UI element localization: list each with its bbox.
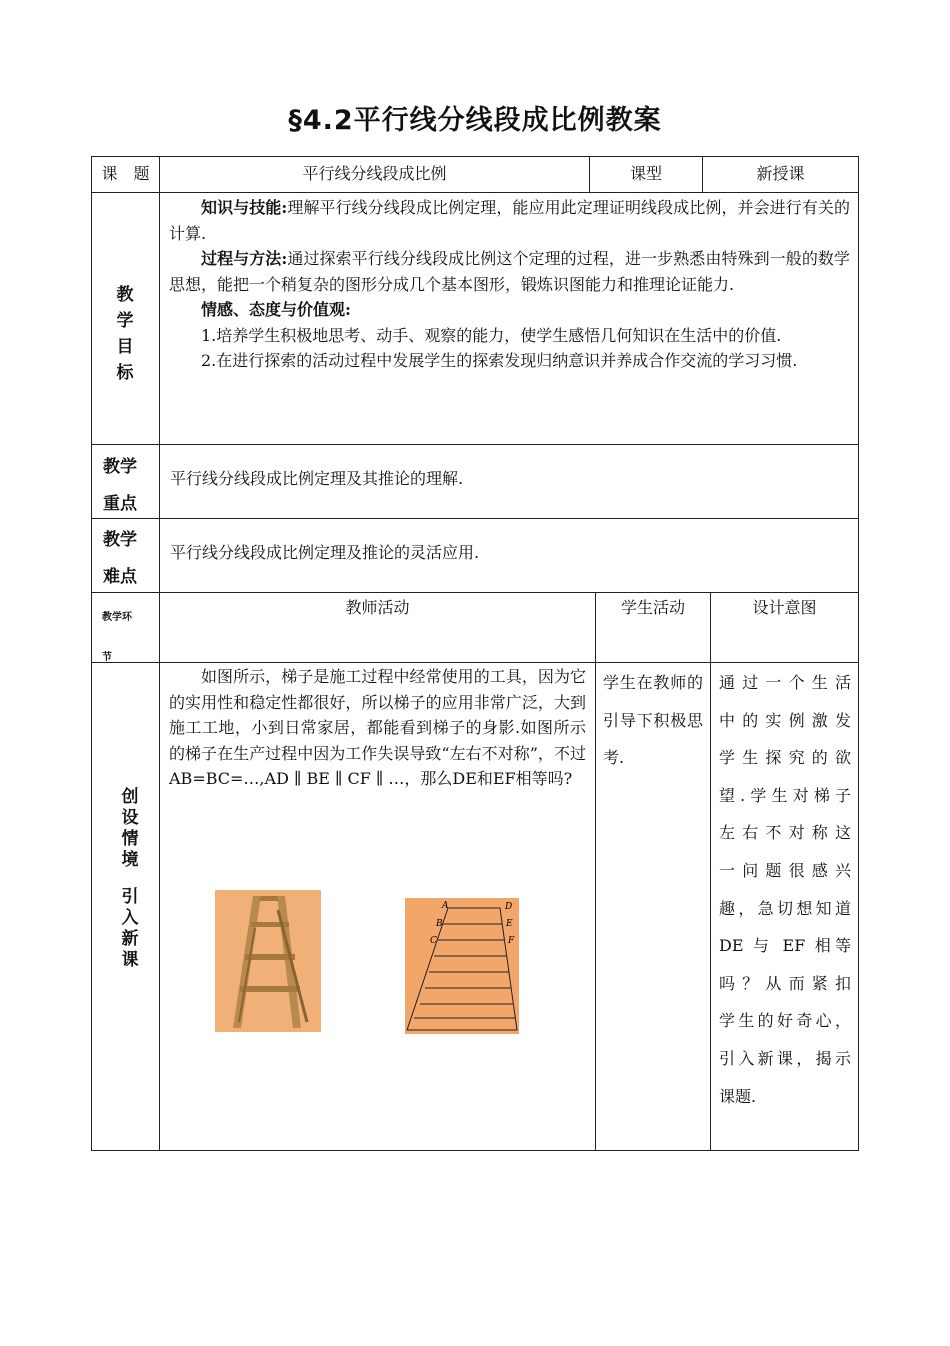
key-point-label: 教学 重点 [103,457,137,514]
teacher-activity-text: 如图所示，梯子是施工过程中经常使用的工具，因为它的实用性和稳定性都很好，所以梯子的应用非常广泛，大到施工工地，小到日常家居，都能看到梯子的身影.如图所示的梯子在生产过程中因为工作失误导致“左右不对称”，不过AB=BC=…,AD ∥ BE ∥ CF ∥ …，那么DE和EF相等吗? [169,667,586,788]
knowledge-skills: 知识与技能:理解平行线分线段成比例定理，能应用此定理证明线段成比例，并会进行有关的计算. [169,198,850,243]
attitude-item-2: 2.在进行探索的活动过程中发展学生的探索发现归纳意识并养成合作交流的学习习惯. [201,351,798,370]
diagram-label-f: F [508,936,515,946]
lesson-title: 平行线分线段成比例 [302,164,447,183]
type-value: 新授课 [756,164,805,183]
process-methods: 过程与方法:通过探索平行线分线段成比例这个定理的过程，进一步熟悉由特殊到一般的数学思想，能把一个稍复杂的图形分成几个基本图形，锻炼识图能力和推理论证能力. [169,249,850,294]
diagram-label-e: E [506,919,513,929]
attitude-heading: 情感、态度与价值观: [201,300,351,319]
intro-stage-label: 创 设 情 境 引 入 新 课 [121,787,139,970]
key-point-text: 平行线分线段成比例定理及其推论的理解. [170,469,464,488]
diagram-label-c: C [430,936,437,946]
page-title: §4.2平行线分线段成比例教案 [288,105,662,136]
design-intent-text: 通过一个生活 中的实例激发 学生探究的欲 望.学生对梯子 左右不对称这 一问题很感兴 趣，急切想知道 DE 与 EF 相等 吗？从而紧扣 学生的好奇心， 引入新课，揭示 课题. [719,673,851,1106]
objectives-content [169,195,850,374]
diagram-label-d: D [505,902,513,912]
difficulty-label: 教学 难点 [103,530,137,587]
diagram-label-b: B [436,919,443,929]
ladder-photo [215,890,321,1032]
stage-column-header: 教学环 节 [102,612,132,663]
objectives-label: 教 学 目 标 [116,285,134,383]
design-column-header: 设计意图 [752,598,817,617]
lesson-label: 课 题 [101,164,150,183]
ladder-diagram [405,898,519,1034]
student-activity-text: 学生在教师的引导下积极思考. [603,673,703,768]
type-label: 课型 [629,164,662,183]
teacher-column-header: 教师活动 [345,598,410,617]
difficulty-text: 平行线分线段成比例定理及推论的灵活应用. [170,543,480,562]
attitude-item-1: 1.培养学生积极地思考、动手、观察的能力，使学生感悟几何知识在生活中的价值. [201,325,782,345]
diagram-label-a: A [442,901,449,911]
student-column-header: 学生活动 [620,598,685,617]
